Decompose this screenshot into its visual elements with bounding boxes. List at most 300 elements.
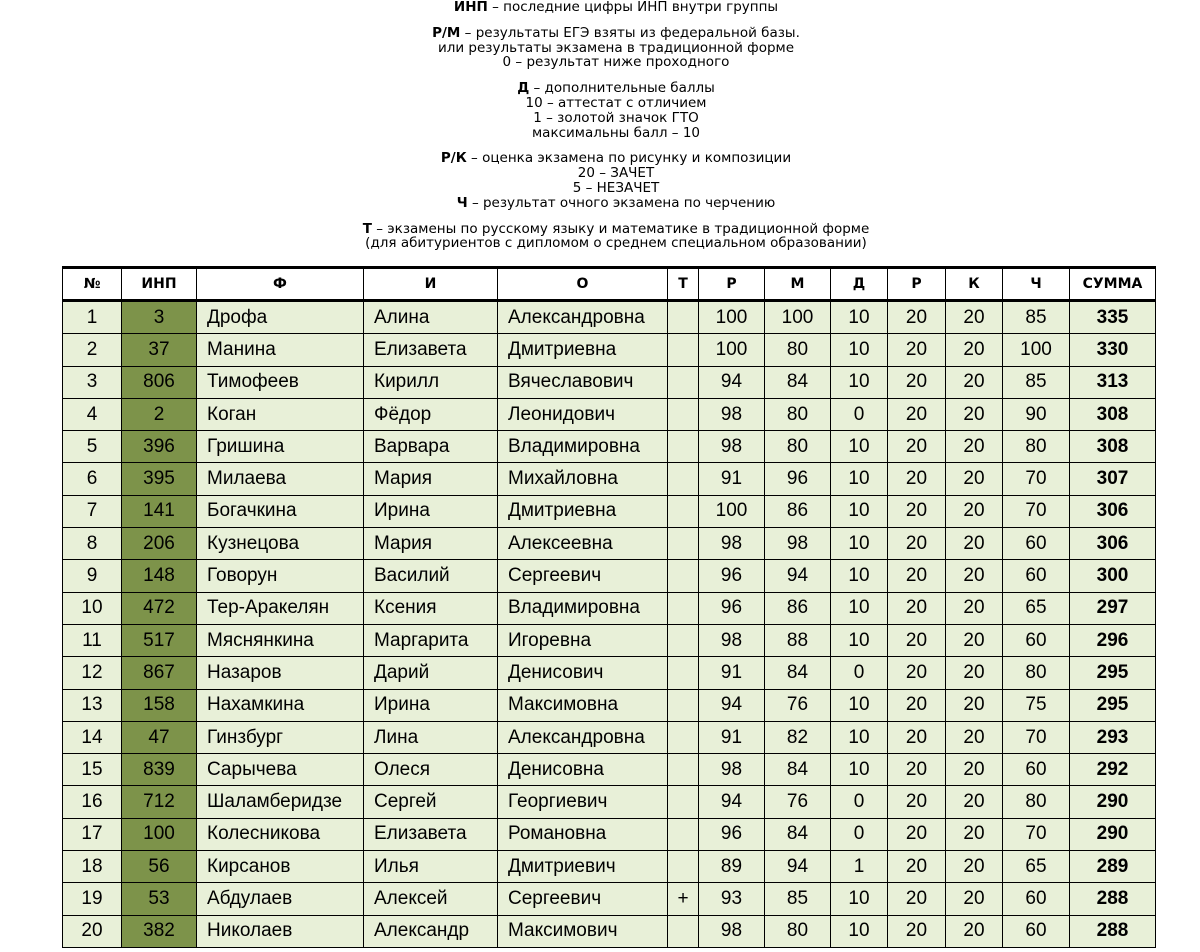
- cell-ch: 100: [1003, 334, 1070, 366]
- cell-f: Шаламберидзе: [197, 786, 364, 818]
- cell-t: [668, 301, 699, 334]
- legend-inp: [0, 0, 1200, 15]
- table-row: [63, 915, 1156, 947]
- col-header-inp: ИНП: [122, 268, 197, 301]
- cell-t: [668, 528, 699, 560]
- cell-m: 76: [765, 689, 831, 721]
- legend-key: Р/К: [440, 150, 467, 167]
- cell-num: 16: [63, 786, 122, 818]
- cell-m: 82: [765, 721, 831, 753]
- cell-d: 10: [831, 431, 888, 463]
- table-row: [63, 528, 1156, 560]
- cell-r2: 20: [888, 915, 946, 947]
- table-row: [63, 431, 1156, 463]
- cell-k: 20: [946, 560, 1003, 592]
- cell-ch: 60: [1003, 883, 1070, 915]
- cell-num: 5: [63, 431, 122, 463]
- cell-inp: 206: [122, 528, 197, 560]
- cell-o: Леонидович: [498, 398, 668, 430]
- cell-d: 10: [831, 334, 888, 366]
- cell-d: 10: [831, 366, 888, 398]
- cell-inp: 382: [122, 915, 197, 947]
- cell-k: 20: [946, 851, 1003, 883]
- cell-d: 10: [831, 754, 888, 786]
- legend-text: 0 – результат ниже проходного: [502, 54, 730, 71]
- cell-m: 86: [765, 495, 831, 527]
- cell-r1: 96: [699, 560, 765, 592]
- cell-i: Мария: [364, 463, 498, 495]
- table-row: [63, 560, 1156, 592]
- cell-r1: 100: [699, 495, 765, 527]
- cell-ch: 65: [1003, 592, 1070, 624]
- cell-m: 76: [765, 786, 831, 818]
- cell-inp: 158: [122, 689, 197, 721]
- col-header-i: И: [364, 268, 498, 301]
- legend-text: 5 – НЕЗАЧЕТ: [572, 179, 660, 196]
- cell-d: 0: [831, 818, 888, 850]
- cell-sum: 300: [1070, 560, 1156, 592]
- cell-k: 20: [946, 398, 1003, 430]
- cell-r2: 20: [888, 495, 946, 527]
- cell-r2: 20: [888, 689, 946, 721]
- cell-i: Сергей: [364, 786, 498, 818]
- cell-k: 20: [946, 463, 1003, 495]
- cell-r2: 20: [888, 301, 946, 334]
- cell-t: [668, 689, 699, 721]
- cell-d: 10: [831, 624, 888, 656]
- cell-m: 80: [765, 398, 831, 430]
- cell-ch: 80: [1003, 431, 1070, 463]
- cell-ch: 60: [1003, 915, 1070, 947]
- cell-num: 14: [63, 721, 122, 753]
- legend-d: [0, 81, 1200, 140]
- cell-sum: 292: [1070, 754, 1156, 786]
- cell-num: 12: [63, 657, 122, 689]
- table-row: [63, 818, 1156, 850]
- cell-sum: 335: [1070, 301, 1156, 334]
- legend-key: ИНП: [453, 0, 488, 15]
- cell-f: Нахамкина: [197, 689, 364, 721]
- cell-inp: 56: [122, 851, 197, 883]
- col-header-r2: Р: [888, 268, 946, 301]
- legend-text: – дополнительные баллы: [529, 80, 715, 97]
- cell-d: 10: [831, 915, 888, 947]
- cell-i: Фёдор: [364, 398, 498, 430]
- cell-k: 20: [946, 624, 1003, 656]
- col-header-f: Ф: [197, 268, 364, 301]
- cell-i: Илья: [364, 851, 498, 883]
- cell-k: 20: [946, 754, 1003, 786]
- cell-m: 84: [765, 657, 831, 689]
- cell-t: [668, 366, 699, 398]
- cell-i: Василий: [364, 560, 498, 592]
- cell-inp: 47: [122, 721, 197, 753]
- cell-num: 15: [63, 754, 122, 786]
- cell-f: Богачкина: [197, 495, 364, 527]
- cell-r2: 20: [888, 818, 946, 850]
- cell-r1: 93: [699, 883, 765, 915]
- cell-i: Маргарита: [364, 624, 498, 656]
- legend-text: 10 – аттестат с отличием: [525, 94, 707, 111]
- cell-ch: 60: [1003, 624, 1070, 656]
- cell-ch: 70: [1003, 818, 1070, 850]
- cell-m: 84: [765, 366, 831, 398]
- cell-num: 17: [63, 818, 122, 850]
- cell-num: 18: [63, 851, 122, 883]
- cell-o: Сергеевич: [498, 883, 668, 915]
- table-row: [63, 624, 1156, 656]
- cell-r2: 20: [888, 398, 946, 430]
- cell-r2: 20: [888, 463, 946, 495]
- cell-inp: 2: [122, 398, 197, 430]
- cell-sum: 306: [1070, 495, 1156, 527]
- cell-r2: 20: [888, 883, 946, 915]
- cell-o: Владимировна: [498, 431, 668, 463]
- cell-inp: 517: [122, 624, 197, 656]
- cell-sum: 293: [1070, 721, 1156, 753]
- cell-r1: 98: [699, 528, 765, 560]
- cell-num: 8: [63, 528, 122, 560]
- cell-d: 1: [831, 851, 888, 883]
- cell-inp: 806: [122, 366, 197, 398]
- cell-num: 1: [63, 301, 122, 334]
- table-row: [63, 592, 1156, 624]
- cell-m: 85: [765, 883, 831, 915]
- cell-k: 20: [946, 818, 1003, 850]
- cell-d: 10: [831, 463, 888, 495]
- legend-text: – результаты ЕГЭ взяты из федеральной базы.: [460, 24, 800, 41]
- cell-d: 10: [831, 560, 888, 592]
- cell-r1: 94: [699, 689, 765, 721]
- cell-d: 0: [831, 786, 888, 818]
- table-row: [63, 301, 1156, 334]
- cell-num: 3: [63, 366, 122, 398]
- cell-t: [668, 495, 699, 527]
- legend: [0, 0, 1200, 262]
- cell-m: 80: [765, 431, 831, 463]
- cell-ch: 70: [1003, 495, 1070, 527]
- cell-r1: 98: [699, 431, 765, 463]
- cell-sum: 290: [1070, 786, 1156, 818]
- cell-r1: 98: [699, 915, 765, 947]
- cell-o: Михайловна: [498, 463, 668, 495]
- cell-o: Дмитриевна: [498, 495, 668, 527]
- cell-k: 20: [946, 721, 1003, 753]
- cell-m: 80: [765, 334, 831, 366]
- cell-f: Колесникова: [197, 818, 364, 850]
- cell-d: 0: [831, 398, 888, 430]
- cell-f: Коган: [197, 398, 364, 430]
- cell-o: Алексеевна: [498, 528, 668, 560]
- cell-f: Тимофеев: [197, 366, 364, 398]
- cell-o: Александровна: [498, 301, 668, 334]
- cell-t: [668, 334, 699, 366]
- cell-f: Гинзбург: [197, 721, 364, 753]
- cell-ch: 70: [1003, 721, 1070, 753]
- cell-k: 20: [946, 915, 1003, 947]
- cell-o: Александровна: [498, 721, 668, 753]
- cell-d: 10: [831, 528, 888, 560]
- cell-i: Алексей: [364, 883, 498, 915]
- cell-t: [668, 657, 699, 689]
- cell-r2: 20: [888, 528, 946, 560]
- cell-m: 96: [765, 463, 831, 495]
- cell-ch: 80: [1003, 657, 1070, 689]
- col-header-k: К: [946, 268, 1003, 301]
- cell-sum: 289: [1070, 851, 1156, 883]
- cell-sum: 295: [1070, 657, 1156, 689]
- cell-ch: 80: [1003, 786, 1070, 818]
- cell-k: 20: [946, 786, 1003, 818]
- cell-k: 20: [946, 495, 1003, 527]
- cell-k: 20: [946, 431, 1003, 463]
- table-row: [63, 883, 1156, 915]
- cell-f: Дрофа: [197, 301, 364, 334]
- cell-sum: 330: [1070, 334, 1156, 366]
- cell-inp: 395: [122, 463, 197, 495]
- legend-rm: [0, 26, 1200, 70]
- cell-ch: 90: [1003, 398, 1070, 430]
- cell-inp: 712: [122, 786, 197, 818]
- cell-t: [668, 624, 699, 656]
- cell-k: 20: [946, 301, 1003, 334]
- cell-num: 2: [63, 334, 122, 366]
- cell-k: 20: [946, 689, 1003, 721]
- cell-sum: 308: [1070, 398, 1156, 430]
- cell-i: Дарий: [364, 657, 498, 689]
- cell-o: Георгиевич: [498, 786, 668, 818]
- cell-m: 86: [765, 592, 831, 624]
- cell-inp: 839: [122, 754, 197, 786]
- cell-sum: 296: [1070, 624, 1156, 656]
- cell-r1: 100: [699, 334, 765, 366]
- cell-r1: 96: [699, 592, 765, 624]
- cell-sum: 307: [1070, 463, 1156, 495]
- table-row: [63, 851, 1156, 883]
- cell-m: 88: [765, 624, 831, 656]
- col-header-o: О: [498, 268, 668, 301]
- cell-r2: 20: [888, 721, 946, 753]
- cell-f: Тер-Аракелян: [197, 592, 364, 624]
- cell-i: Елизавета: [364, 334, 498, 366]
- col-header-m: М: [765, 268, 831, 301]
- cell-num: 13: [63, 689, 122, 721]
- cell-m: 98: [765, 528, 831, 560]
- cell-ch: 75: [1003, 689, 1070, 721]
- cell-inp: 53: [122, 883, 197, 915]
- cell-inp: 867: [122, 657, 197, 689]
- cell-r2: 20: [888, 366, 946, 398]
- cell-f: Кузнецова: [197, 528, 364, 560]
- cell-r1: 91: [699, 657, 765, 689]
- cell-d: 10: [831, 592, 888, 624]
- cell-sum: 288: [1070, 915, 1156, 947]
- cell-inp: 37: [122, 334, 197, 366]
- cell-i: Елизавета: [364, 818, 498, 850]
- col-header-sum: СУММА: [1070, 268, 1156, 301]
- cell-m: 100: [765, 301, 831, 334]
- cell-i: Олеся: [364, 754, 498, 786]
- cell-f: Мяснянкина: [197, 624, 364, 656]
- cell-k: 20: [946, 592, 1003, 624]
- cell-i: Кирилл: [364, 366, 498, 398]
- table-row: [63, 334, 1156, 366]
- cell-f: Гришина: [197, 431, 364, 463]
- table-row: [63, 689, 1156, 721]
- cell-d: 10: [831, 301, 888, 334]
- legend-t: [0, 222, 1200, 252]
- cell-num: 9: [63, 560, 122, 592]
- cell-f: Николаев: [197, 915, 364, 947]
- cell-sum: 308: [1070, 431, 1156, 463]
- cell-t: [668, 463, 699, 495]
- cell-t: [668, 592, 699, 624]
- cell-num: 7: [63, 495, 122, 527]
- cell-r2: 20: [888, 334, 946, 366]
- cell-f: Манина: [197, 334, 364, 366]
- cell-m: 94: [765, 851, 831, 883]
- cell-i: Александр: [364, 915, 498, 947]
- cell-r1: 94: [699, 786, 765, 818]
- cell-sum: 313: [1070, 366, 1156, 398]
- cell-r2: 20: [888, 754, 946, 786]
- cell-t: [668, 851, 699, 883]
- legend-text: – последние цифры ИНП внутри группы: [487, 0, 779, 15]
- cell-r1: 94: [699, 366, 765, 398]
- cell-k: 20: [946, 528, 1003, 560]
- table-row: [63, 657, 1156, 689]
- cell-k: 20: [946, 657, 1003, 689]
- table-row: [63, 398, 1156, 430]
- cell-t: [668, 398, 699, 430]
- cell-num: 4: [63, 398, 122, 430]
- legend-text: 20 – ЗАЧЕТ: [577, 165, 655, 182]
- cell-o: Дмитриевна: [498, 334, 668, 366]
- table-row: [63, 786, 1156, 818]
- cell-r1: 98: [699, 398, 765, 430]
- cell-d: 10: [831, 495, 888, 527]
- cell-f: Назаров: [197, 657, 364, 689]
- table-row: [63, 754, 1156, 786]
- legend-key: Т: [362, 220, 372, 237]
- cell-r1: 100: [699, 301, 765, 334]
- table-row: [63, 366, 1156, 398]
- cell-num: 11: [63, 624, 122, 656]
- cell-ch: 70: [1003, 463, 1070, 495]
- cell-ch: 60: [1003, 754, 1070, 786]
- table-row: [63, 721, 1156, 753]
- cell-t: +: [668, 883, 699, 915]
- cell-ch: 85: [1003, 301, 1070, 334]
- cell-inp: 3: [122, 301, 197, 334]
- cell-o: Игоревна: [498, 624, 668, 656]
- cell-f: Сарычева: [197, 754, 364, 786]
- cell-r2: 20: [888, 786, 946, 818]
- cell-o: Вячеславович: [498, 366, 668, 398]
- col-header-ch: Ч: [1003, 268, 1070, 301]
- cell-t: [668, 754, 699, 786]
- legend-text: (для абитуриентов с дипломом о среднем специальном образовании): [365, 235, 867, 252]
- table-body: [63, 301, 1156, 948]
- table-row: [63, 495, 1156, 527]
- cell-i: Алина: [364, 301, 498, 334]
- cell-f: Кирсанов: [197, 851, 364, 883]
- cell-o: Максимовна: [498, 689, 668, 721]
- cell-sum: 288: [1070, 883, 1156, 915]
- cell-sum: 290: [1070, 818, 1156, 850]
- col-header-d: Д: [831, 268, 888, 301]
- cell-d: 0: [831, 657, 888, 689]
- legend-key: Р/М: [432, 24, 461, 41]
- cell-r2: 20: [888, 624, 946, 656]
- legend-key: Ч: [456, 194, 468, 211]
- cell-num: 6: [63, 463, 122, 495]
- cell-t: [668, 431, 699, 463]
- cell-m: 84: [765, 754, 831, 786]
- cell-t: [668, 786, 699, 818]
- cell-t: [668, 818, 699, 850]
- cell-inp: 396: [122, 431, 197, 463]
- cell-ch: 60: [1003, 528, 1070, 560]
- cell-ch: 65: [1003, 851, 1070, 883]
- cell-inp: 141: [122, 495, 197, 527]
- cell-i: Ксения: [364, 592, 498, 624]
- cell-k: 20: [946, 334, 1003, 366]
- cell-o: Максимович: [498, 915, 668, 947]
- legend-text: – результат очного экзамена по черчению: [467, 194, 776, 211]
- cell-inp: 472: [122, 592, 197, 624]
- col-header-t: Т: [668, 268, 699, 301]
- legend-text: 1 – золотой значок ГТО: [533, 109, 699, 126]
- cell-i: Лина: [364, 721, 498, 753]
- cell-f: Милаева: [197, 463, 364, 495]
- cell-k: 20: [946, 366, 1003, 398]
- legend-key: Д: [517, 80, 530, 97]
- cell-o: Сергеевич: [498, 560, 668, 592]
- cell-m: 94: [765, 560, 831, 592]
- cell-t: [668, 721, 699, 753]
- legend-text: – оценка экзамена по рисунку и композиции: [466, 150, 792, 167]
- cell-i: Ирина: [364, 495, 498, 527]
- cell-t: [668, 915, 699, 947]
- legend-text: или результаты экзамена в традиционной форме: [437, 39, 795, 56]
- cell-r2: 20: [888, 560, 946, 592]
- cell-num: 19: [63, 883, 122, 915]
- cell-t: [668, 560, 699, 592]
- cell-inp: 100: [122, 818, 197, 850]
- cell-sum: 295: [1070, 689, 1156, 721]
- header-row: [63, 268, 1156, 301]
- cell-r2: 20: [888, 431, 946, 463]
- cell-f: Говорун: [197, 560, 364, 592]
- cell-o: Романовна: [498, 818, 668, 850]
- cell-i: Мария: [364, 528, 498, 560]
- cell-i: Варвара: [364, 431, 498, 463]
- cell-r1: 91: [699, 463, 765, 495]
- cell-k: 20: [946, 883, 1003, 915]
- col-header-r1: Р: [699, 268, 765, 301]
- cell-f: Абдулаев: [197, 883, 364, 915]
- cell-r2: 20: [888, 657, 946, 689]
- cell-ch: 85: [1003, 366, 1070, 398]
- cell-r2: 20: [888, 592, 946, 624]
- cell-o: Владимировна: [498, 592, 668, 624]
- cell-r1: 89: [699, 851, 765, 883]
- cell-d: 10: [831, 689, 888, 721]
- cell-o: Денисовна: [498, 754, 668, 786]
- cell-r1: 98: [699, 624, 765, 656]
- legend-text: – экзамены по русскому языку и математике в традиционной форме: [371, 220, 870, 237]
